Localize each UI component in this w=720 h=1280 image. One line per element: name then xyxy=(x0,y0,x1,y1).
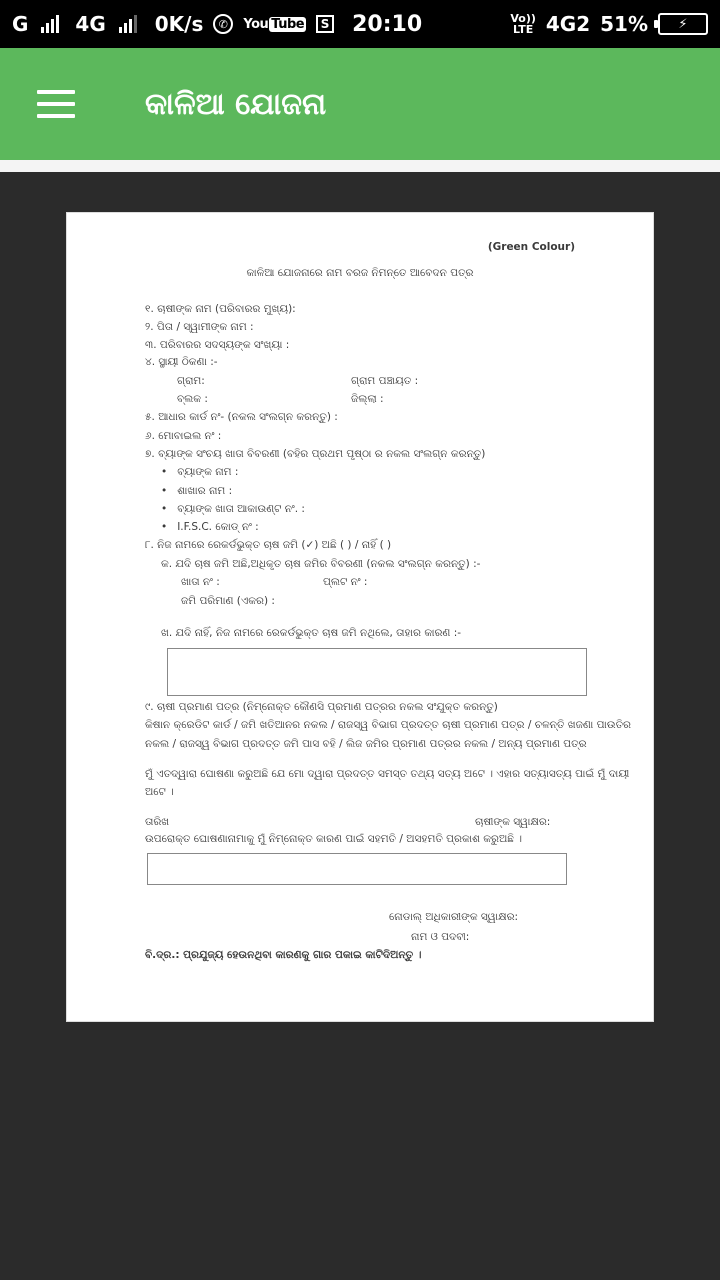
colour-note: (Green Colour) xyxy=(487,241,575,253)
field-land-ownership: ୮. ନିଜ ନାମରେ ରେକର୍ଡଭୁକ୍ତ ଚାଷ ଜମି (✓) ଅଛି ( ) / ନାହିଁ ( ) xyxy=(145,539,392,551)
field-farmer-name: ୧. ଚାଷୀଙ୍କ ନାମ (ପରିବାରର ମୁଖ୍ୟ): xyxy=(145,303,296,315)
volte-top: Vo)) xyxy=(510,12,536,25)
signal-icon xyxy=(41,15,59,33)
field-land-details: କ. ଯଦି ଚାଷ ଜମି ଅଛି,ଅଧିକୃତ ଚାଷ ଜମିର ବିବରଣୀ (ନକଲ ସଂଲଗ୍ନ କରନ୍ତୁ) :- xyxy=(161,558,481,570)
signal-icon-2 xyxy=(119,15,137,33)
field-account-number: • ବ୍ୟାଙ୍କ ଖାତା ଆକାଉଣ୍ଟ ନଂ. : xyxy=(161,503,305,516)
field-farmer-proof: ୯. ଚାଷୀ ପ୍ରମାଣ ପତ୍ର (ନିମ୍ନୋକ୍ତ କୌଣସି ପ୍ରମାଣ ପତ୍ରର ନକଲ ସଂଯୁକ୍ତ କରନ୍ତୁ) xyxy=(145,701,498,713)
battery-icon: ⚡ xyxy=(658,13,708,35)
whatsapp-icon: ✆ xyxy=(213,14,233,34)
field-ifsc: • I.F.S.C. କୋଡ୍ ନଂ : xyxy=(161,521,259,534)
battery-percent: 51% xyxy=(600,12,648,36)
field-date: ତାରିଖ xyxy=(145,816,170,828)
field-mobile: ୬. ମୋବାଇଲ ନଂ : xyxy=(145,430,222,442)
field-district: ଜିଲ୍ଲା : xyxy=(351,393,384,405)
field-village: ଗ୍ରାମ: xyxy=(177,375,205,387)
network-speed: 0K/s xyxy=(154,12,204,36)
field-khata-no: ଖାତା ନଂ : xyxy=(181,576,220,588)
field-branch-name: • ଶାଖାର ନାମ : xyxy=(161,485,232,498)
youtube-icon-tube: Tube xyxy=(271,16,305,32)
clock: 20:10 xyxy=(352,11,423,37)
farmer-proof-options-2: ନକଲ / ରାଜସ୍ୱ ବିଭାଗ ପ୍ରଦତ୍ତ ଜମି ପାସ ବହି / ଲିଜ ଜମିର ପ୍ରମାଣ ପତ୍ରର ନକଲ / ଅନ୍ୟ ପ୍ରମାଣ ପତ୍ର xyxy=(145,738,587,750)
farmer-proof-options-1: କିଷାନ କ୍ରେଡିଟ କାର୍ଡ / ଜମି ଖତିଆନର ନକଲ / ରାଜସ୍ୱ ବିଭାଗ ପ୍ରଦତ୍ତ ଚାଷୀ ପ୍ରମାଣ ପତ୍ର / ଚଳନ୍ତି ଖଜଣା ପାଉତିର xyxy=(145,719,632,731)
screenshot-icon: S xyxy=(316,15,334,33)
field-gram-panchayat: ଗ୍ରାମ ପଞ୍ଚାୟତ : xyxy=(351,375,419,387)
form-title: କାଳିଆ ଯୋଜନାରେ ନାମ ବରଜ ନିମନ୍ତେ ଆବେଦନ ପତ୍ର xyxy=(246,267,474,279)
app-title: କାଳିଆ ଯୋଜନା xyxy=(145,86,327,122)
field-plot-no: ପ୍ଲଟ ନଂ : xyxy=(323,576,368,588)
field-father-name: ୨. ପିତା / ସ୍ୱାମୀଙ୍କ ନାମ : xyxy=(145,321,254,333)
field-nodal-signature: ନୋଡାଲ୍ ଅଧିକାରୀଙ୍କ ସ୍ୱାକ୍ଷର: xyxy=(389,911,519,923)
status-bar xyxy=(0,0,720,48)
note-line: ବି.ଦ୍ର.: ପ୍ରଯୁଜ୍ୟ ହେଉନଥିବା କାରଣକୁ ଗାର ପକାଇ କାଟିଦିଅନ୍ତୁ । xyxy=(145,949,422,961)
volte-icon xyxy=(510,13,536,35)
no-land-reason-box xyxy=(167,648,587,696)
field-permanent-address: ୪. ସ୍ଥାୟୀ ଠିକଣା :- xyxy=(145,356,218,368)
field-block: ବ୍ଲକ : xyxy=(177,393,208,405)
carrier-label: G xyxy=(12,12,29,36)
field-bank-details: ୭. ବ୍ୟାଙ୍କ ସଂଚୟ ଖାତା ବିବରଣୀ (ବହିର ପ୍ରଥମ ପୃଷ୍ଠା ର ନକଲ ସଂଲଗ୍ନ କରନ୍ତୁ) xyxy=(145,448,486,460)
app-bar xyxy=(0,48,720,160)
declaration-line-1: ମୁଁ ଏତଦ୍ୱାରା ଘୋଷଣା କରୁଅଛି ଯେ ମୋ ଦ୍ୱାରା ପ୍ରଦତ୍ତ ସମସ୍ତ ତଥ୍ୟ ସତ୍ୟ ଅଟେ । ଏହାର ସତ୍ୟାସତ୍ୟ ପାଇଁ ମୁଁ ଦାୟୀ xyxy=(145,768,630,780)
youtube-icon xyxy=(243,17,306,32)
field-aadhar: ୫. ଆଧାର କାର୍ଡ ନଂ- (ନକଲ ସଂଲଗ୍ନ କରନ୍ତୁ) : xyxy=(145,411,338,423)
declaration-line-2: ଅଟେ । xyxy=(145,786,174,798)
field-name-post: ନାମ ଓ ପଦବୀ: xyxy=(411,931,470,943)
hamburger-icon[interactable] xyxy=(37,90,75,118)
field-family-members: ୩. ପରିବାରର ସଦସ୍ୟଙ୍କ ସଂଖ୍ୟା : xyxy=(145,339,290,351)
network-type-right: 4G2 xyxy=(545,12,591,36)
field-no-land-reason: ଖ. ଯଦି ନାହିଁ, ନିଜ ନାମରେ ରେକର୍ଡଭୁକ୍ତ ଚାଷ ଜମି ନଥିଲେ, ତାହାର କାରଣ :- xyxy=(161,627,462,639)
field-bank-name: • ବ୍ୟାଙ୍କ ନାମ : xyxy=(161,466,238,479)
content-top-strip xyxy=(0,160,720,172)
youtube-icon-label: You xyxy=(243,16,269,32)
application-form-image xyxy=(66,212,654,1022)
volte-bottom: LTE xyxy=(513,23,534,36)
consent-reason-box xyxy=(147,853,567,885)
field-land-area: ଜମି ପରିମାଣ (ଏକର) : xyxy=(181,595,275,607)
field-farmer-signature: ଚାଷୀଙ୍କ ସ୍ୱାକ୍ଷର: xyxy=(475,816,551,828)
network-type-left: 4G xyxy=(75,12,106,36)
consent-line: ଉପରୋକ୍ତ ଘୋଷଣାନାମାକୁ ମୁଁ ନିମ୍ନୋକ୍ତ କାରଣ ପାଇଁ ସହମତି / ଅସହମତି ପ୍ରକାଶ କରୁଅଛି । xyxy=(145,833,523,845)
